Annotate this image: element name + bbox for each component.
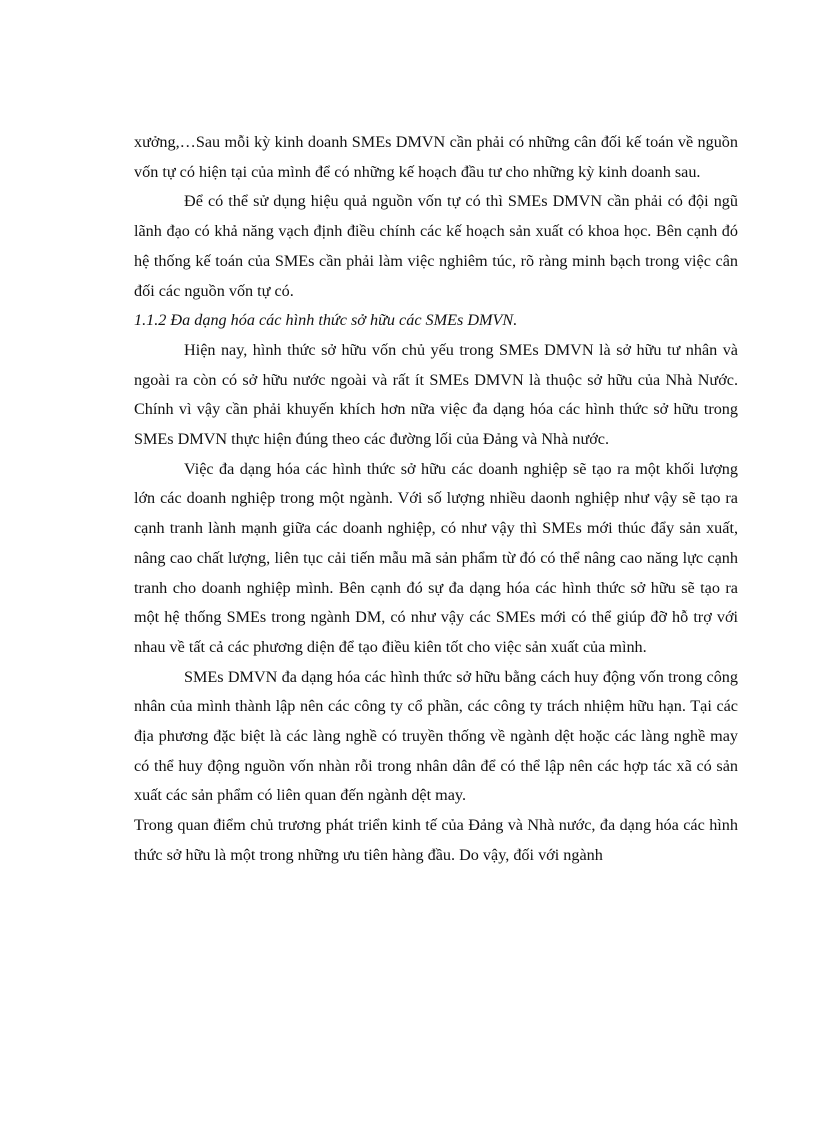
document-body — [134, 128, 738, 871]
paragraph: Hiện nay, hình thức sở hữu vốn chủ yếu trong SMEs DMVN là sở hữu tư nhân và ngoài ra còn có sở hữu nước ngoài và rất ít SMEs DMVN là thuộc sở hữu của Nhà Nước. Chính vì vậy cần phải khuyến khích hơn nữa việc đa dạng hóa các hình thức sở hữu trong SMEs DMVN thực hiện đúng theo các đường lối của Đảng và Nhà nước. — [134, 340, 738, 449]
paragraph: Trong quan điểm chủ trương phát triển kinh tế của Đảng và Nhà nước, đa dạng hóa các hình thức sở hữu là một trong những ưu tiên hàng đầu. Do vậy, đối với ngành — [134, 816, 738, 864]
paragraph: Để có thể sử dụng hiệu quả nguồn vốn tự có thì SMEs DMVN cần phải có đội ngũ lãnh đạo có khả năng vạch định điều chính các kế hoạch sản xuất có khoa học. Bên cạnh đó hệ thống kế toán của SMEs cần phải làm việc nghiêm túc, rõ ràng minh bạch trong việc cân đối các nguồn vốn tự có. — [134, 192, 738, 300]
paragraph: xưởng,…Sau mỗi kỳ kinh doanh SMEs DMVN cần phải có những cân đối kế toán về nguồn vốn tự có hiện tại của mình để có những kế hoạch đầu tư cho những kỳ kinh doanh sau. — [134, 133, 738, 181]
paragraph: Việc đa dạng hóa các hình thức sở hữu các doanh nghiệp sẽ tạo ra một khối lượng lớn các doanh nghiệp trong một ngành. Với số lượng nhiều daonh nghiệp như vậy sẽ tạo ra cạnh tranh lành mạnh giữa các doanh nghiệp, có như vậy thì SMEs mới thúc đẩy sản xuất, nâng cao chất lượng, liên tục cải tiến mẫu mã sản phẩm từ đó có thể nâng cao năng lực cạnh tranh cho doanh nghiệp mình. Bên cạnh đó sự đa dạng hóa các hình thức sở hữu sẽ tạo ra một hệ thống SMEs trong ngành DM, có như vậy các SMEs mới có thể giúp đỡ hỗ trợ với nhau về tất cả các phương diện để tạo điều kiên tốt cho việc sản xuất của mình. — [134, 459, 738, 656]
paragraph: SMEs DMVN đa dạng hóa các hình thức sở hữu bằng cách huy động vốn trong công nhân của mình thành lập nên các công ty cổ phần, các công ty trách nhiệm hữu hạn. Tại các địa phương đặc biệt là các làng nghề có truyền thống về ngành dệt hoặc các làng nghề may có thể huy động nguồn vốn nhàn rỗi trong nhân dân để có thể lập nên các hợp tác xã có sản xuất các sản phẩm có liên quan đến ngành dệt may. — [134, 667, 738, 805]
section-heading: 1.1.2 Đa dạng hóa các hình thức sở hữu các SMEs DMVN. — [134, 311, 518, 330]
